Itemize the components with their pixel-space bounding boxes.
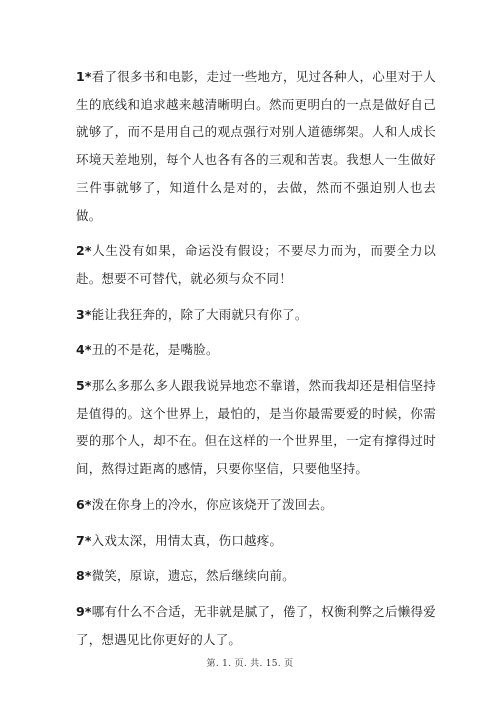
paragraph-8 bbox=[76, 562, 436, 590]
paragraph-text: 那么多那么多人跟我说异地恋不靠谱，然而我却还是相信坚持是值得的。这个世界上，最怕的，是当你最需要爱的时候，你需要的那个人，却不在。但在这样的一个世界里，一定有撑得过时间，熬得过距离的感情，只要你坚信，只要他坚持。 bbox=[76, 378, 436, 477]
paragraph-text: 能让我狂奔的，除了大雨就只有你了。 bbox=[91, 306, 308, 322]
paragraph-number: 2* bbox=[76, 243, 92, 259]
paragraph-text: 丑的不是花，是嘴脸。 bbox=[91, 342, 219, 358]
paragraph-number: 6* bbox=[76, 496, 92, 512]
paragraph-number: 9* bbox=[76, 603, 92, 619]
paragraph-9 bbox=[76, 598, 436, 653]
page-footer: 第. 1. 页. 共. 15. 页 bbox=[206, 659, 294, 669]
paragraph-text: 哪有什么不合适，无非就是腻了，倦了，权衡利弊之后懒得爱了，想遇见比你更好的人了。 bbox=[76, 603, 436, 647]
document-body bbox=[76, 63, 436, 661]
paragraph-3 bbox=[76, 301, 436, 329]
paragraph-4 bbox=[76, 336, 436, 364]
paragraph-2 bbox=[76, 237, 436, 292]
paragraph-text: 微笑，原谅，遗忘，然后继续向前。 bbox=[91, 568, 295, 584]
paragraph-text: 泼在你身上的冷水，你应该烧开了泼回去。 bbox=[91, 496, 333, 512]
paragraph-number: 3* bbox=[76, 306, 92, 322]
paragraph-5 bbox=[76, 372, 436, 483]
paragraph-6 bbox=[76, 491, 436, 519]
paragraph-number: 5* bbox=[76, 378, 92, 394]
paragraph-text: 看了很多书和电影，走过一些地方，见过各种人，心里对于人生的底线和追求越来越清晰明白。然而更明白的一点是做好自己就够了，而不是用自己的观点强行对别人道德绑架。人和人成长环境天差地别，每个人也各有各的三观和苦衷。我想人一生做好三件事就够了，知道什么是对的，去做，然而不强迫别人也去做。 bbox=[76, 69, 436, 223]
paragraph-number: 1* bbox=[76, 69, 92, 84]
paragraph-1 bbox=[76, 63, 436, 229]
paragraph-number: 7* bbox=[76, 532, 92, 548]
paragraph-text: 入戏太深，用情太真，伤口越疼。 bbox=[91, 532, 283, 548]
paragraph-7 bbox=[76, 527, 436, 555]
paragraph-number: 4* bbox=[76, 342, 92, 358]
paragraph-number: 8* bbox=[76, 568, 92, 584]
paragraph-text: 人生没有如果，命运没有假设；不要尽力而为，而要全力以赴。想要不可替代，就必须与众不同！ bbox=[76, 243, 436, 286]
